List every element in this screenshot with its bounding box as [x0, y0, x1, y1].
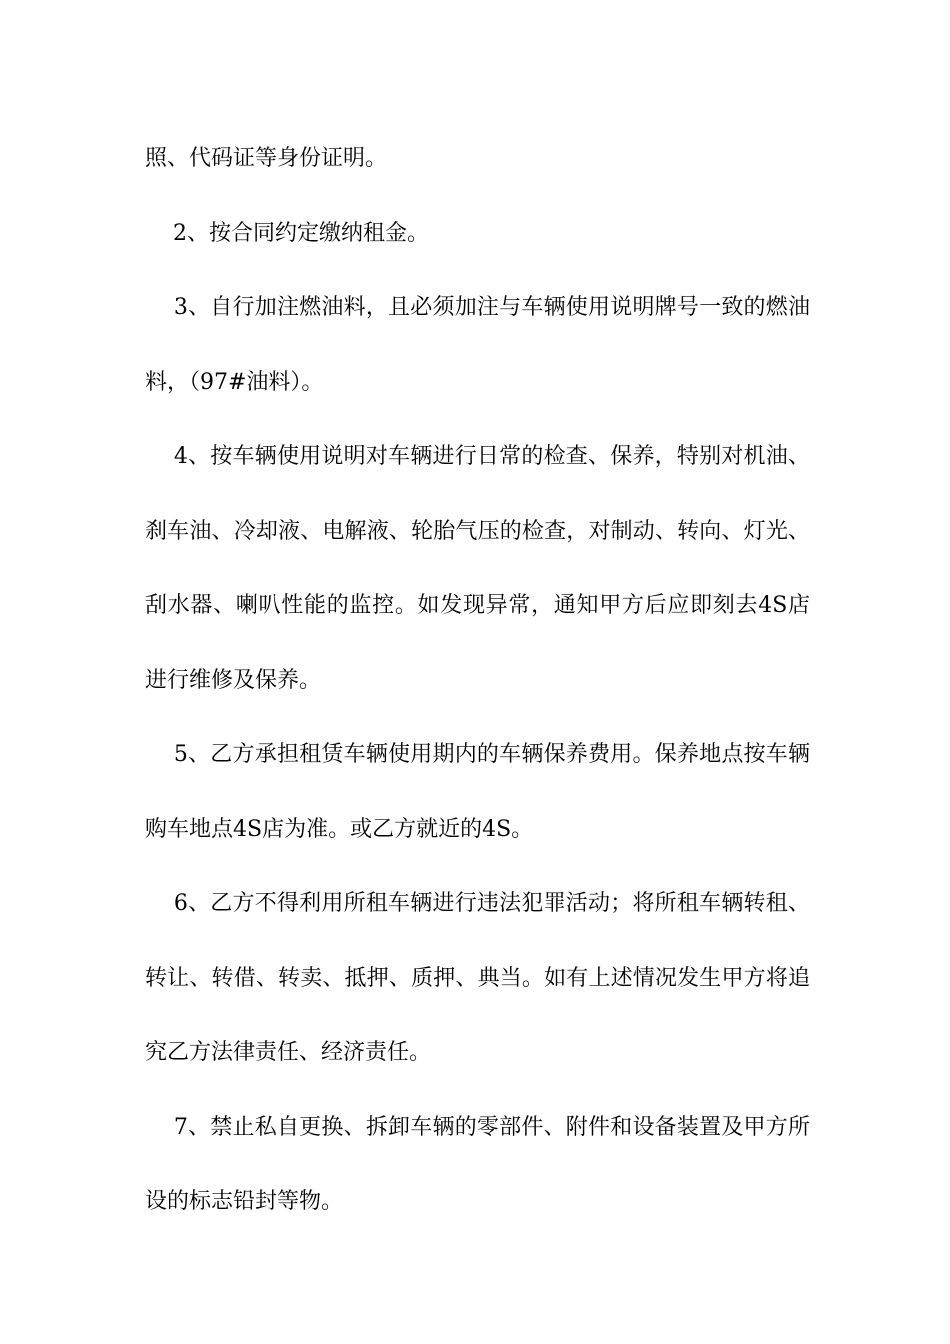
paragraph-item-6: 6、乙方不得利用所租车辆进行违法犯罪活动；将所租车辆转租、转让、转借、转卖、抵押、质押、典当。如有上述情况发生甲方将追究乙方法律责任、经济责任。	[145, 891, 810, 1065]
document-body	[145, 122, 810, 1240]
paragraph-item-2: 2、按合同约定缴纳租金。	[145, 220, 429, 246]
paragraph-item-7: 7、禁止私自更换、拆卸车辆的零部件、附件和设备装置及甲方所设的标志铅封等物。	[145, 1114, 810, 1214]
paragraph-item-3: 3、自行加注燃油料，且必须加注与车辆使用说明牌号一致的燃油料，（97#油料）。	[145, 295, 810, 395]
paragraph-item-4: 4、按车辆使用说明对车辆进行日常的检查、保养，特别对机油、刹车油、冷却液、电解液、轮胎气压的检查，对制动、转向、灯光、刮水器、喇叭性能的监控。如发现异常，通知甲方后应即刻去4S店进行维修及保养。	[145, 444, 810, 693]
paragraph-continuation: 照、代码证等身份证明。	[145, 146, 388, 171]
paragraph-item-5: 5、乙方承担租赁车辆使用期内的车辆保养费用。保养地点按车辆购车地点4S店为准。或乙方就近的4S。	[145, 742, 810, 842]
